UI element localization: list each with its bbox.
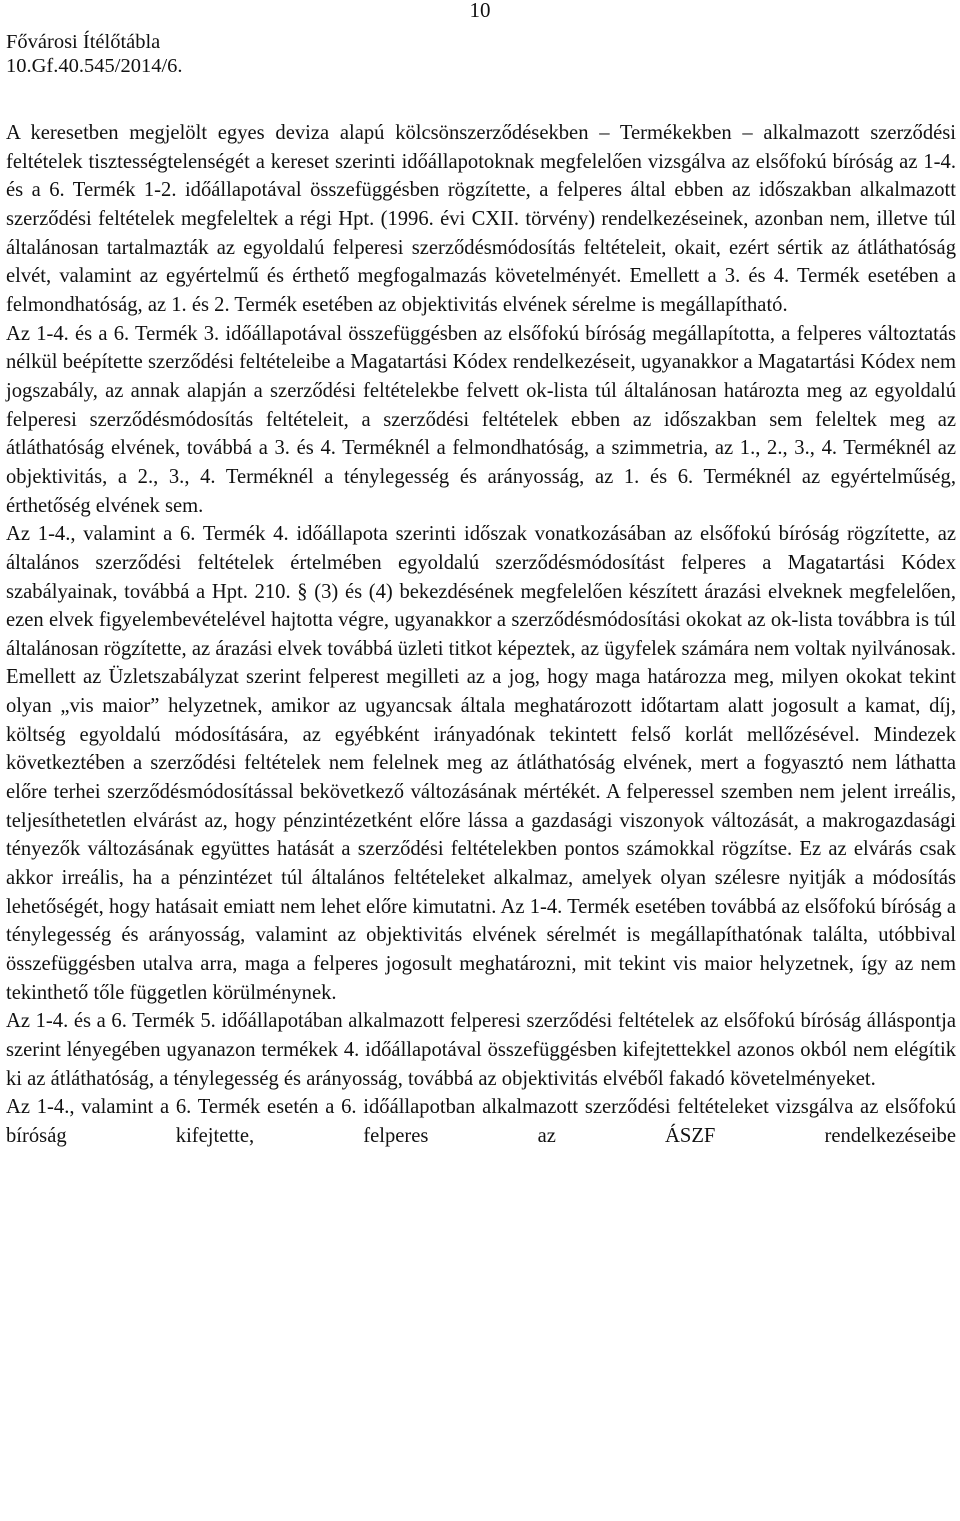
- paragraph: Az 1-4. és a 6. Termék 5. időállapotában alkalmazott felperesi szerződési feltételek az elsőfokú bíróság álláspontja szerint lényegében ugyanazon termékek 4. időállapotával összefüggésben kifejtettekkel azonos okból nem elégítik ki az átláthatóság, a ténylegesség és arányosság, továbbá az objektivitás elvéből fakadó követelményeket.: [6, 1010, 956, 1090]
- document-body: [6, 119, 956, 1151]
- paragraph: A keresetben megjelölt egyes deviza alapú kölcsönszerződésekben – Termékekben – alkalmazott szerződési feltételek tisztességtelenségét a kereset szerinti időállapotoknak megfelelően vizsgálva az elsőfokú bíróság az 1-4. és a 6. Termék 1-2. időállapotával összefüggésben rögzítette, a felperes által ebben az időszakban alkalmazott szerződési feltételek megfeleltek a régi Hpt. (1996. évi CXII. törvény) rendelkezéseinek, azonban nem, illetve túl általánosan tartalmazták az egyoldalú felperesi szerződésmódosítás feltételeit, okait, ezért sértik az átláthatóság elvét, valamint az egyértelmű és érthető megfogalmazás követelményét. Emellett a 3. és 4. Termék esetében a felmondhatóság, az 1. és 2. Termék esetében az objektivitás elvének sérelme is megállapítható.: [6, 122, 956, 316]
- paragraph: Az 1-4. és a 6. Termék 3. időállapotával összefüggésben az elsőfokú bíróság megállapította, a felperes változtatás nélkül beépítette szerződési feltételeibe a Magatartási Kódex rendelkezéseit, ugyanakkor a Magatartási Kódex nem jogszabály, az annak alapján a szerződési feltételekbe felvett ok-lista túl általánosan határozta meg az egyoldalú felperesi szerződésmódosítás feltételeit, a szerződési feltételek ebben az időszakban sem feleltek meg az átláthatóság elvének, továbbá a 3. és 4. Terméknél a felmondhatóság, a szimmetria, az 1., 2., 3., 4. Terméknél az objektivitás, a 2., 3., 4. Terméknél a ténylegesség és arányosság, az 1. és 6. Terméknél az egyértelműség, érthetőség elvének sem.: [6, 322, 956, 517]
- paragraph: Az 1-4., valamint a 6. Termék 4. időállapota szerinti időszak vonatkozásában az elsőfokú bíróság rögzítette, az általános szerződési feltételek értelmében egyoldalú szerződésmódosítást felperes a Magatartási Kódex szabályainak, továbbá a Hpt. 210. § (3) és (4) bekezdésének megfelelően készített árazási elveknek megfelelően, ezen elvek figyelembevételével hajtotta végre, ugyanakkor a szerződésmódosítási okokat az ok-lista továbbra is túl általánosan rögzítette, az árazási elvek továbbá üzleti titkot képeztek, az ügyfelek számára nem voltak nyilvánosak. Emellett az Üzletszabályzat szerint felperest megilleti az a jog, hogy maga határozza meg, milyen okokat tekint olyan „vis maior” helyzetnek, amikor az ugyancsak általa meghatározott időtartam alatt jogosult a kamat, díj, költség egyoldalú módosítására, az egyébként irányadónak tekintett felső korlát mellőzésével. Mindezek következtében a szerződési feltételek nem felelnek meg az átláthatóság elvének, mert a fogyasztó nem láthatta előre terhei szerződésmódosítással bekövetkező változásának mértékét. A felperessel szemben nem jelent irreális, teljesíthetetlen elvárást az, hogy pénzintézetként előre lássa a gazdasági viszonyok változását, a makrogazdasági tényezők változásának együttes hatását a szerződési feltételekben pontos számokkal rögzítse. Ez az elvárás csak akkor irreális, ha a pénzintézet túl általános feltételeket alkalmaz, amelyek olyan szélesre nyitják a módosítás lehetőségét, hogy hatásait emiatt nem lehet előre kimutatni. Az 1-4. Termék esetében továbbá az elsőfokú bíróság a ténylegesség és arányosság, valamint az objektivitás elvének sérelmét is megállapíthatónak találta, utóbbival összefüggésben utalva arra, maga a felperes jogosult meghatározni, mit tekint vis maior helyzetnek, így az nem tekinthető tőle független körülménynek.: [6, 523, 956, 1004]
- court-name: Fővárosi Ítélőtábla: [6, 31, 161, 53]
- case-number: 10.Gf.40.545/2014/6.: [6, 55, 183, 77]
- page-number: 10: [469, 0, 491, 22]
- document-header: [6, 30, 183, 78]
- paragraph: Az 1-4., valamint a 6. Termék esetén a 6. időállapotban alkalmazott szerződési feltételeket vizsgálva az elsőfokú bíróság kifejtette, felperes az ÁSZF rendelkezéseibe: [6, 1096, 956, 1147]
